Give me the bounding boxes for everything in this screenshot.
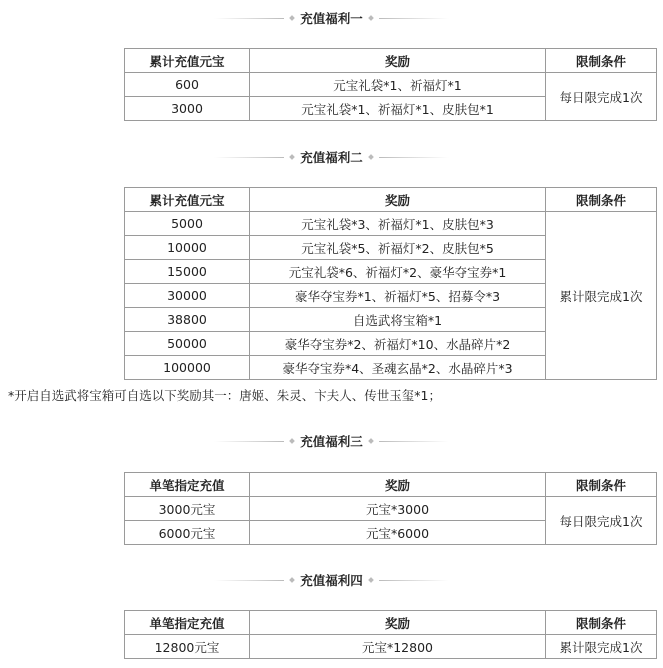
reward-cell: 元宝*3000 [250,497,546,521]
reward-cell: 元宝*12800 [250,635,546,659]
divider-right [379,441,449,442]
reward-cell: 元宝礼袋*3、祈福灯*1、皮肤包*3 [250,212,546,236]
reward-cell: 自选武将宝箱*1 [250,308,546,332]
section-title-2 [0,148,663,166]
amount-cell: 5000 [125,212,250,236]
header-limit: 限制条件 [546,188,657,212]
diamond-icon [289,15,295,21]
table-header-row [125,611,657,635]
table-row [125,635,657,659]
amount-cell: 100000 [125,356,250,380]
divider-left [214,441,284,442]
header-amount: 累计充值元宝 [125,188,250,212]
amount-cell: 600 [125,73,250,97]
header-amount: 累计充值元宝 [125,49,250,73]
header-limit: 限制条件 [546,611,657,635]
selectable-reward-note: *开启自选武将宝箱可自选以下奖励其一：唐姬、朱灵、卞夫人、传世玉玺*1； [8,388,441,403]
header-amount: 单笔指定充值 [125,473,250,497]
header-limit: 限制条件 [546,473,657,497]
header-reward: 奖励 [250,49,546,73]
section-title-1 [0,9,663,27]
limit-cell: 每日限完成1次 [546,73,657,121]
amount-cell: 3000 [125,97,250,121]
reward-cell: 元宝礼袋*6、祈福灯*2、豪华夺宝券*1 [250,260,546,284]
divider-left [214,18,284,19]
diamond-icon [368,154,374,160]
header-reward: 奖励 [250,188,546,212]
amount-cell: 10000 [125,236,250,260]
divider-left [214,157,284,158]
reward-cell: 豪华夺宝券*1、祈福灯*5、招募令*3 [250,284,546,308]
divider-right [379,18,449,19]
diamond-icon [289,154,295,160]
section-title-text: 充值福利三 [300,434,363,449]
reward-table-2 [124,187,657,380]
table-row [125,212,657,236]
limit-cell: 每日限完成1次 [546,497,657,545]
reward-table-1 [124,48,657,121]
header-reward: 奖励 [250,611,546,635]
diamond-icon [368,577,374,583]
divider-right [379,157,449,158]
table-header-row [125,49,657,73]
divider-left [214,580,284,581]
reward-cell: 豪华夺宝券*2、祈福灯*10、水晶碎片*2 [250,332,546,356]
section-title-text: 充值福利一 [300,11,363,26]
reward-table-3 [124,472,657,545]
reward-cell: 元宝*6000 [250,521,546,545]
table-header-row [125,188,657,212]
amount-cell: 38800 [125,308,250,332]
amount-cell: 12800元宝 [125,635,250,659]
section-title-text: 充值福利二 [300,150,363,165]
reward-cell: 元宝礼袋*1、祈福灯*1、皮肤包*1 [250,97,546,121]
diamond-icon [368,438,374,444]
table-header-row [125,473,657,497]
header-reward: 奖励 [250,473,546,497]
table-row [125,497,657,521]
reward-cell: 豪华夺宝券*4、圣魂玄晶*2、水晶碎片*3 [250,356,546,380]
table-row [125,73,657,97]
amount-cell: 3000元宝 [125,497,250,521]
amount-cell: 15000 [125,260,250,284]
diamond-icon [289,438,295,444]
diamond-icon [368,15,374,21]
section-title-text: 充值福利四 [300,573,363,588]
diamond-icon [289,577,295,583]
amount-cell: 50000 [125,332,250,356]
header-limit: 限制条件 [546,49,657,73]
reward-cell: 元宝礼袋*1、祈福灯*1 [250,73,546,97]
reward-table-4 [124,610,657,659]
amount-cell: 30000 [125,284,250,308]
header-amount: 单笔指定充值 [125,611,250,635]
section-title-4 [0,571,663,589]
amount-cell: 6000元宝 [125,521,250,545]
divider-right [379,580,449,581]
limit-cell: 累计限完成1次 [546,635,657,659]
reward-cell: 元宝礼袋*5、祈福灯*2、皮肤包*5 [250,236,546,260]
section-title-3 [0,432,663,450]
limit-cell: 累计限完成1次 [546,212,657,380]
